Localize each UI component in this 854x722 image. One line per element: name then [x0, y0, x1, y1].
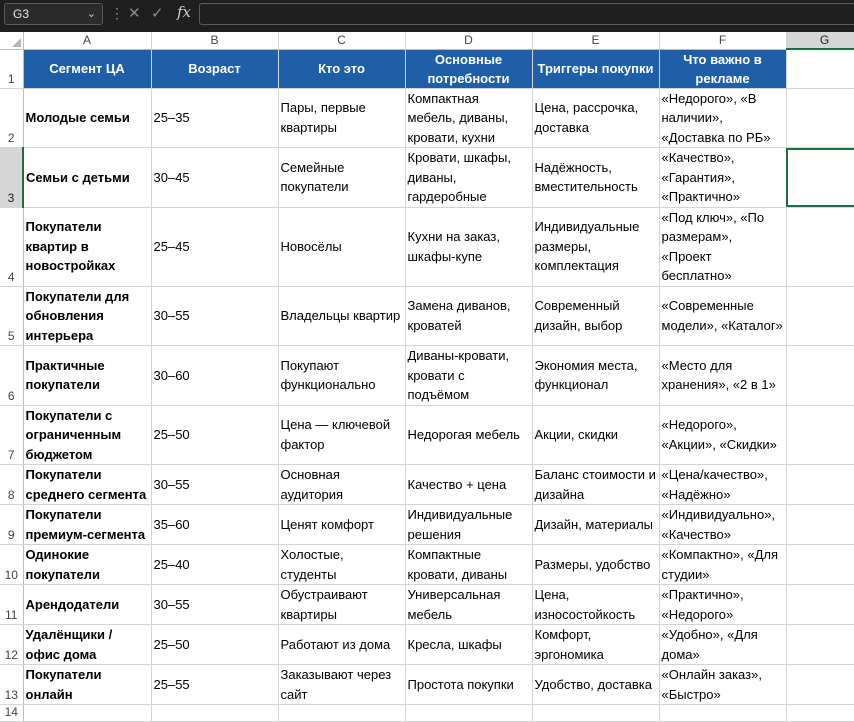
empty-cell-g3[interactable] [786, 148, 854, 208]
column-header-b[interactable]: B [151, 32, 278, 49]
row-header-8[interactable]: 8 [0, 465, 23, 505]
more-options-icon[interactable]: ⋮ [110, 5, 124, 21]
cell-segment[interactable]: Покупатели квартир в новостройках [23, 207, 151, 286]
cell-needs[interactable]: Кресла, шкафы [405, 625, 532, 665]
cell-who[interactable]: Цена — ключевой фактор [278, 405, 405, 465]
column-header-e[interactable]: E [532, 32, 659, 49]
cell-ad[interactable]: «Компактно», «Для студии» [659, 545, 786, 585]
chevron-down-icon[interactable]: ⌄ [86, 8, 96, 20]
cell-needs[interactable]: Недорогая мебель [405, 405, 532, 465]
cell-age[interactable]: 25–45 [151, 207, 278, 286]
empty-cell-f14[interactable] [659, 705, 786, 722]
cell-triggers[interactable]: Комфорт, эргономика [532, 625, 659, 665]
cell-ad[interactable]: «Цена/качество», «Надёжно» [659, 465, 786, 505]
cell-ad[interactable]: «Современные модели», «Каталог» [659, 286, 786, 346]
cross-icon[interactable]: ✕ [128, 5, 141, 22]
cell-triggers[interactable]: Дизайн, материалы [532, 505, 659, 545]
row-header-7[interactable]: 7 [0, 405, 23, 465]
header-cell-ad[interactable]: Что важно в рекламе [659, 49, 786, 88]
cell-triggers[interactable]: Цена, износостойкость [532, 585, 659, 625]
cell-ad[interactable]: «Индивидуально», «Качество» [659, 505, 786, 545]
empty-cell-g1[interactable] [786, 49, 854, 88]
column-header-g[interactable]: G [786, 32, 854, 49]
header-cell-age[interactable]: Возраст [151, 49, 278, 88]
cell-segment[interactable]: Покупатели онлайн [23, 665, 151, 705]
empty-cell-g8[interactable] [786, 465, 854, 505]
empty-cell-c14[interactable] [278, 705, 405, 722]
row-header-13[interactable]: 13 [0, 665, 23, 705]
cell-ad[interactable]: «Место для хранения», «2 в 1» [659, 346, 786, 406]
cell-triggers[interactable]: Цена, рассрочка, доставка [532, 88, 659, 148]
cell-needs[interactable]: Компактная мебель, диваны, кровати, кухни [405, 88, 532, 148]
cell-who[interactable]: Холостые, студенты [278, 545, 405, 585]
cell-ad[interactable]: «Недорого», «Акции», «Скидки» [659, 405, 786, 465]
cell-age[interactable]: 30–60 [151, 346, 278, 406]
spreadsheet-grid [0, 32, 854, 719]
cell-who[interactable]: Работают из дома [278, 625, 405, 665]
cell-segment[interactable]: Покупатели с ограниченным бюджетом [23, 405, 151, 465]
cell-age[interactable]: 30–45 [151, 148, 278, 208]
cell-segment[interactable]: Молодые семьи [23, 88, 151, 148]
column-header-f[interactable]: F [659, 32, 786, 49]
empty-cell-d14[interactable] [405, 705, 532, 722]
cell-ad[interactable]: «Удобно», «Для дома» [659, 625, 786, 665]
row-header-3[interactable]: 3 [0, 148, 23, 208]
insert-function-button[interactable]: fx [177, 3, 192, 21]
row-header-11[interactable]: 11 [0, 585, 23, 625]
cell-who[interactable]: Ценят комфорт [278, 505, 405, 545]
name-box[interactable] [4, 3, 103, 25]
cell-ad[interactable]: «Практично», «Недорого» [659, 585, 786, 625]
cell-triggers[interactable]: Надёжность, вместительность [532, 148, 659, 208]
cell-triggers[interactable]: Индивидуальные размеры, комплектация [532, 207, 659, 286]
cell-who[interactable]: Покупают функционально [278, 346, 405, 406]
empty-cell-g6[interactable] [786, 346, 854, 406]
empty-cell-g7[interactable] [786, 405, 854, 465]
cell-needs[interactable]: Кровати, шкафы, диваны, гардеробные [405, 148, 532, 208]
empty-cell-g2[interactable] [786, 88, 854, 148]
cell-who[interactable]: Новосёлы [278, 207, 405, 286]
cell-age[interactable]: 35–60 [151, 505, 278, 545]
cell-triggers[interactable]: Экономия места, функционал [532, 346, 659, 406]
cell-age[interactable]: 25–50 [151, 405, 278, 465]
cell-age[interactable]: 30–55 [151, 465, 278, 505]
cell-needs[interactable]: Кухни на заказ, шкафы-купе [405, 207, 532, 286]
cell-needs[interactable]: Простота покупки [405, 665, 532, 705]
cell-who[interactable]: Владельцы квартир [278, 286, 405, 346]
cell-age[interactable]: 25–50 [151, 625, 278, 665]
select-all-corner[interactable] [0, 32, 23, 49]
select-all-triangle-icon [12, 38, 21, 47]
empty-cell-g13[interactable] [786, 665, 854, 705]
cell-who[interactable]: Семейные покупатели [278, 148, 405, 208]
cell-who[interactable]: Основная аудитория [278, 465, 405, 505]
cell-age[interactable]: 30–55 [151, 585, 278, 625]
cell-needs[interactable]: Компактные кровати, диваны [405, 545, 532, 585]
cell-segment[interactable]: Арендодатели [23, 585, 151, 625]
cell-segment[interactable]: Семьи с детьми [23, 148, 151, 208]
empty-cell-g11[interactable] [786, 585, 854, 625]
cell-segment[interactable]: Покупатели для обновления интерьера [23, 286, 151, 346]
header-cell-segment[interactable]: Сегмент ЦА [23, 49, 151, 88]
formula-input[interactable] [199, 3, 854, 25]
cell-triggers[interactable]: Размеры, удобство [532, 545, 659, 585]
cell-age[interactable]: 25–55 [151, 665, 278, 705]
header-cell-triggers[interactable]: Триггеры покупки [532, 49, 659, 88]
empty-cell-e14[interactable] [532, 705, 659, 722]
empty-cell-g12[interactable] [786, 625, 854, 665]
cell-who[interactable]: Заказывают через сайт [278, 665, 405, 705]
cell-triggers[interactable]: Современный дизайн, выбор [532, 286, 659, 346]
name-box-value: G3 [13, 7, 30, 21]
cell-who[interactable]: Обустраивают квартиры [278, 585, 405, 625]
cell-segment[interactable]: Практичные покупатели [23, 346, 151, 406]
cell-ad[interactable]: «Качество», «Гарантия», «Практично» [659, 148, 786, 208]
row-header-12[interactable]: 12 [0, 625, 23, 665]
cell-age[interactable]: 25–40 [151, 545, 278, 585]
header-cell-who[interactable]: Кто это [278, 49, 405, 88]
column-header-a[interactable]: A [23, 32, 151, 49]
empty-cell-g5[interactable] [786, 286, 854, 346]
row-header-10[interactable]: 10 [0, 545, 23, 585]
check-icon[interactable]: ✓ [151, 5, 164, 22]
empty-cell-a14[interactable] [23, 705, 151, 722]
cell-needs[interactable]: Индивидуальные решения [405, 505, 532, 545]
row-header-1[interactable]: 1 [0, 49, 23, 88]
cell-who[interactable]: Пары, первые квартиры [278, 88, 405, 148]
cell-segment[interactable]: Покупатели премиум-сегмента [23, 505, 151, 545]
cell-needs[interactable]: Качество + цена [405, 465, 532, 505]
cell-age[interactable]: 25–35 [151, 88, 278, 148]
row-header-5[interactable]: 5 [0, 286, 23, 346]
header-cell-needs[interactable]: Основные потребности [405, 49, 532, 88]
cell-ad[interactable]: «Недорого», «В наличии», «Доставка по РБ» [659, 88, 786, 148]
empty-cell-g9[interactable] [786, 505, 854, 545]
cell-needs[interactable]: Универсальная мебель [405, 585, 532, 625]
row-header-4[interactable]: 4 [0, 207, 23, 286]
empty-cell-g4[interactable] [786, 207, 854, 286]
empty-cell-g10[interactable] [786, 545, 854, 585]
cell-needs[interactable]: Диваны-кровати, кровати с подъёмом [405, 346, 532, 406]
cell-segment[interactable]: Одинокие покупатели [23, 545, 151, 585]
column-header-c[interactable]: C [278, 32, 405, 49]
row-header-14[interactable]: 14 [0, 705, 23, 722]
cell-needs[interactable]: Замена диванов, кроватей [405, 286, 532, 346]
row-header-9[interactable]: 9 [0, 505, 23, 545]
cell-segment[interactable]: Удалёнщики / офис дома [23, 625, 151, 665]
cell-triggers[interactable]: Акции, скидки [532, 405, 659, 465]
cell-segment[interactable]: Покупатели среднего сегмента [23, 465, 151, 505]
cell-ad[interactable]: «Под ключ», «По размерам», «Проект бесплатно» [659, 207, 786, 286]
cell-triggers[interactable]: Баланс стоимости и дизайна [532, 465, 659, 505]
row-header-2[interactable]: 2 [0, 88, 23, 148]
column-header-d[interactable]: D [405, 32, 532, 49]
formula-bar [0, 0, 854, 30]
row-header-6[interactable]: 6 [0, 346, 23, 406]
empty-cell-g14[interactable] [786, 705, 854, 722]
cell-ad[interactable]: «Онлайн заказ», «Быстро» [659, 665, 786, 705]
cell-age[interactable]: 30–55 [151, 286, 278, 346]
empty-cell-b14[interactable] [151, 705, 278, 722]
cell-triggers[interactable]: Удобство, доставка [532, 665, 659, 705]
